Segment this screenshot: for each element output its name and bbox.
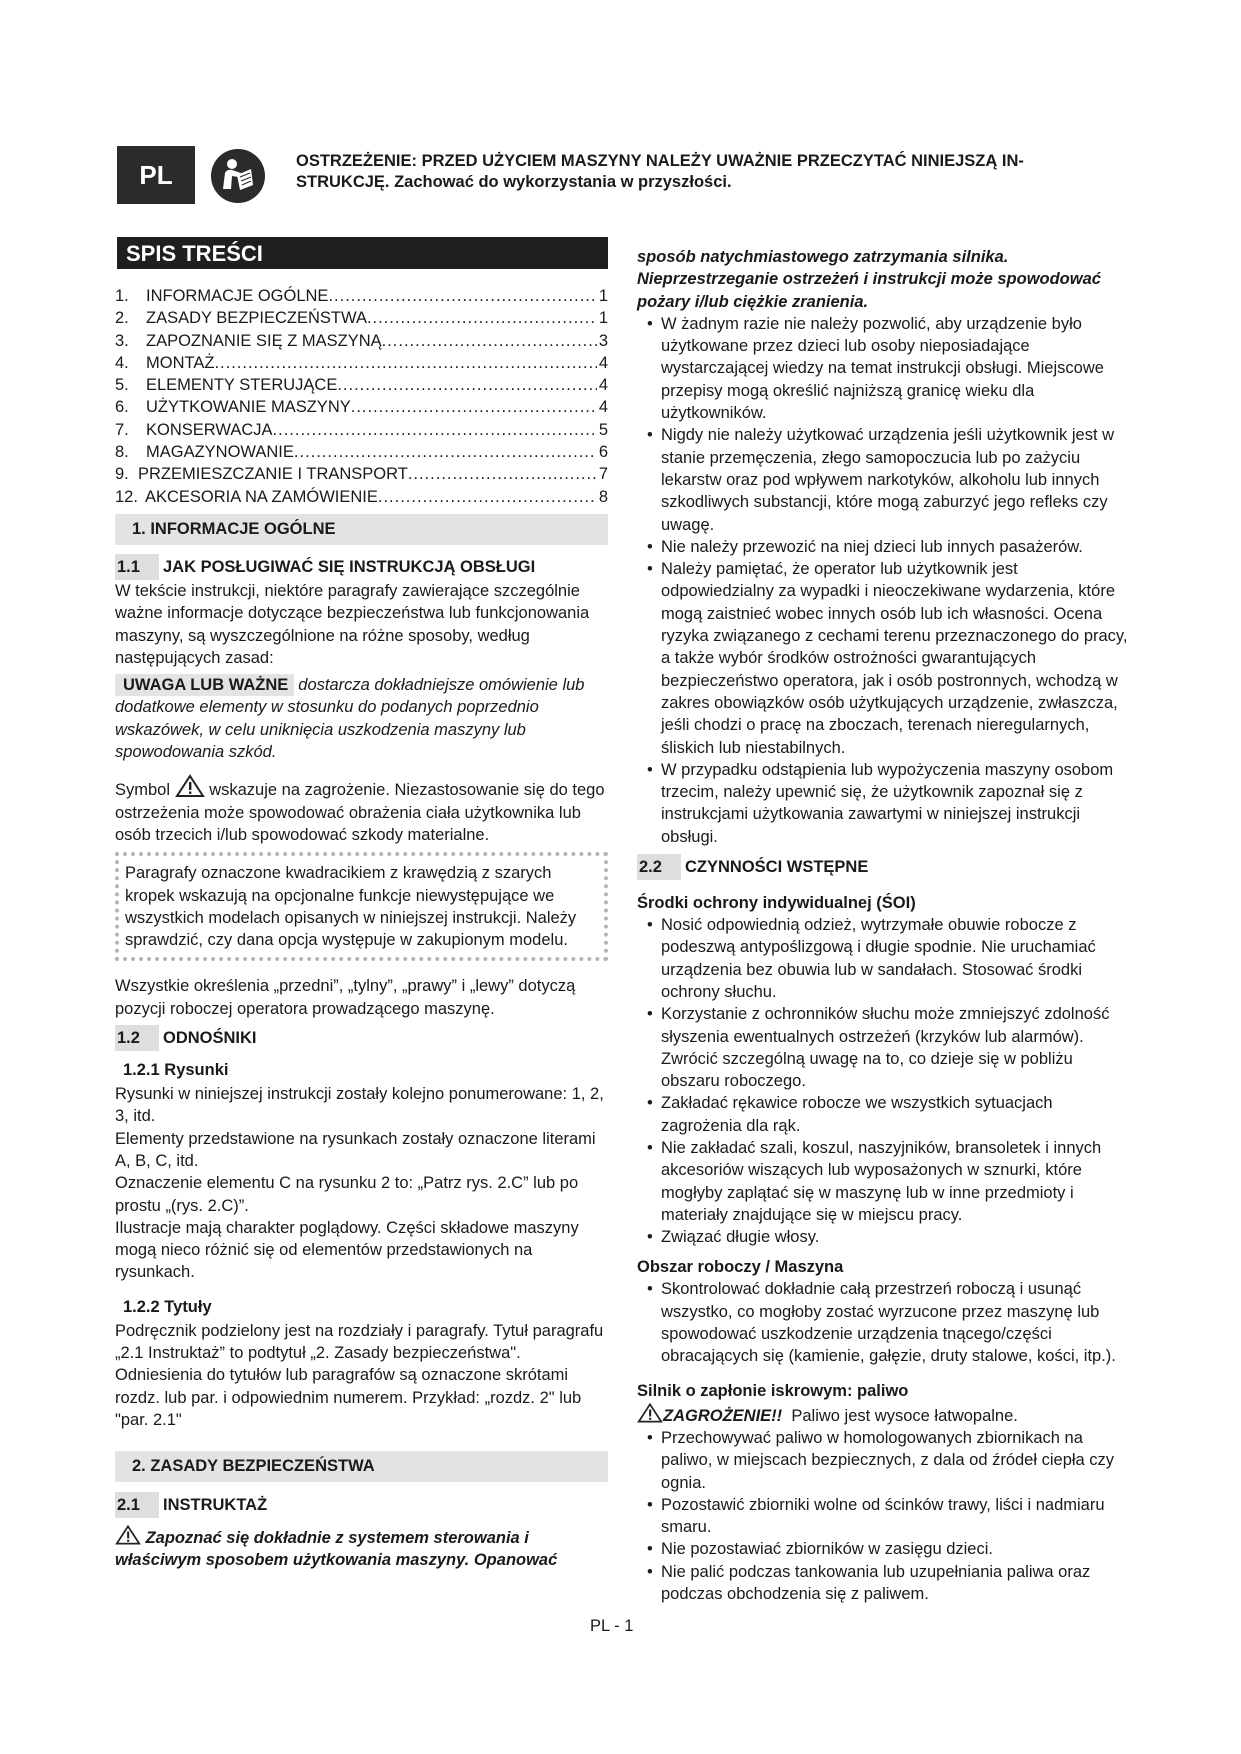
section-2-2-heading xyxy=(637,854,1129,880)
section-title: JAK POSŁUGIWAĆ SIĘ INSTRUKCJĄ OBSŁUGI xyxy=(163,557,536,576)
right-column xyxy=(637,246,1129,1605)
toc-leader xyxy=(408,463,597,485)
toc-leader xyxy=(214,352,596,374)
toc-label: ZASADY BEZPIECZEŃSTWA xyxy=(146,309,367,328)
list-item: • Należy pamiętać, że operator lub użytkownik jest odpowiedzialny za wypadki i nieoczekiwane wydarzenia, które mogą zaistnieć wobec innych osób lub ich własności. Ocena ryzyka związanego z cechami terenu przeznaczonego do pracy, a także wybór środków ostrożności gwarantujących bezpieczeństwo operatora, jak i osób postronnych, wchodzą w zakres obowiązków osób użytkujących urządzenie, zwłaszcza, jeśli chodzi o pracę na zboczach, terenach nieregularnych, śliskich lub niestabilnych. xyxy=(637,558,1129,759)
toc-leader xyxy=(294,441,597,463)
section-title: CZYNNOŚCI WSTĘPNE xyxy=(685,858,869,877)
paragraph: Oznaczenie elementu C na rysunku 2 to: „Patrz rys. 2.C” lub po prostu „(rys. 2.C)”. xyxy=(115,1174,579,1215)
bullet-list xyxy=(637,1427,1129,1605)
toc-number: 7. xyxy=(115,420,129,439)
section-number: 1.2 xyxy=(115,1025,159,1051)
toc-leader xyxy=(328,285,596,307)
section-1-heading: 1. INFORMACJE OGÓLNE xyxy=(115,514,608,545)
danger-label: ZAGROŻENIE!! xyxy=(663,1406,783,1425)
toc-row xyxy=(115,441,608,463)
toc-page: 4 xyxy=(598,376,608,395)
bullet-list xyxy=(637,313,1129,848)
danger-line xyxy=(637,1402,1129,1427)
list-item: • W przypadku odstąpienia lub wypożyczenia maszyny osobom trzecim, należy upewnić się, że użytkownik zapoznał się z instrukcjami użytkowania zawartymi w niniejszej instrukcji obsługi. xyxy=(637,759,1129,848)
toc-title: SPIS TREŚCI xyxy=(117,237,608,269)
list-item: • Nosić odpowiednią odzież, wytrzymałe obuwie robocze z podeszwą antypoślizgową i długie spodnie. Nie uruchamiać urządzenia bez obuwia lub w sandałach. Stosować środki ochrony słuchu. xyxy=(637,914,1129,1003)
toc-row xyxy=(115,396,608,418)
warning-triangle-icon xyxy=(175,774,205,798)
section-2-heading: 2. ZASADY BEZPIECZEŃSTWA xyxy=(115,1451,608,1482)
header-warning: OSTRZEŻENIE: PRZED UŻYCIEM MASZYNY NALEŻY UWAŻNIE PRZECZYTAĆ NINIEJSZĄ IN-STRUKCJĘ. Zachować do wykorzystania w przyszłości. xyxy=(296,152,1024,191)
toc-page: 1 xyxy=(598,287,608,305)
uwaga-label: UWAGA LUB WAŻNE xyxy=(115,674,294,696)
toc-leader xyxy=(273,419,597,441)
toc-row xyxy=(115,285,608,307)
toc-label: UŻYTKOWANIE MASZYNY xyxy=(146,398,351,417)
toc-page: 3 xyxy=(598,331,608,350)
section-number: 1.1 xyxy=(115,554,159,580)
section-number: 2.2 xyxy=(637,854,681,880)
toc-label: ELEMENTY STERUJĄCE xyxy=(146,376,338,395)
toc-number: 9. xyxy=(115,465,129,484)
engine-fuel-heading: Silnik o zapłonie iskrowym: paliwo xyxy=(637,1381,909,1400)
toc-label: KONSERWACJA xyxy=(146,420,273,439)
toc-label: ZAPOZNANIE SIĘ Z MASZYNĄ xyxy=(146,331,382,350)
section-title: INSTRUKTAŻ xyxy=(163,1496,268,1515)
optional-feature-text: Paragrafy oznaczone kwadracikiem z krawędzią z szarych kropek wskazują na opcjonalne funkcje niewystępujące we wszystkich modelach opisanych w niniejszej instrukcji. Należy sprawdzić, czy dana opcja występuje w zakupionym modelu. xyxy=(125,864,577,950)
toc-row xyxy=(115,374,608,396)
danger-text: Paliwo jest wysoce łatwopalne. xyxy=(791,1406,1018,1425)
toc-leader xyxy=(337,374,596,396)
toc-row xyxy=(115,330,608,352)
toc-page: 1 xyxy=(598,309,608,328)
soi-heading: Środki ochrony indywidualnej (ŚOI) xyxy=(637,894,916,913)
toc-label: MAGAZYNOWANIE xyxy=(146,443,294,462)
toc-leader xyxy=(367,307,597,329)
language-badge: PL xyxy=(117,146,195,204)
work-area-heading: Obszar roboczy / Maszyna xyxy=(637,1258,844,1277)
toc-number: 2. xyxy=(115,309,129,328)
toc-row xyxy=(115,463,608,485)
warning-triangle-icon xyxy=(637,1402,663,1424)
list-item: • Nigdy nie należy użytkować urządzenia jeśli użytkownik jest w stanie przemęczenia, złego samopoczucia lub po zażyciu lekarstw oraz pod wpływem narkotyków, alkoholu lub innych szkodliwych substancji, które mogą zaburzyć jego refleks czy uwagę. xyxy=(637,424,1129,535)
paragraph: Ilustracje mają charakter poglądowy. Części składowe maszyny mogą nieco różnić się od elementów przedstawionych na rysunkach. xyxy=(115,1218,579,1282)
toc-leader xyxy=(351,396,597,418)
toc-label: AKCESORIA NA ZAMÓWIENIE xyxy=(145,487,378,506)
list-item: • Związać długie włosy. xyxy=(637,1226,1129,1248)
section-1-2-1-heading: 1.2.1 Rysunki xyxy=(123,1061,229,1080)
page-number: PL - 1 xyxy=(590,1617,634,1635)
toc-number: 12. xyxy=(115,487,138,506)
list-item: • W żadnym razie nie należy pozwolić, aby urządzenie było użytkowane przez dzieci lub osoby nieposiadające wystarczającej wiedzy na temat instrukcji obsługi. Miejscowe przepisy mogą określić najniższą granicę wieku dla użytkowników. xyxy=(637,313,1129,424)
directions-paragraph: Wszystkie określenia „przedni”, „tylny”, „prawy” i „lewy” dotyczą pozycji roboczej operatora prowadzącego maszynę. xyxy=(115,977,576,1018)
toc-number: 5. xyxy=(115,376,129,395)
bullet-list xyxy=(637,1278,1129,1367)
toc-label: INFORMACJE OGÓLNE xyxy=(146,287,329,305)
toc-number: 1. xyxy=(115,287,129,305)
toc-page: 4 xyxy=(598,398,608,417)
paragraph: Rysunki w niniejszej instrukcji zostały kolejno ponumerowane: 1, 2, 3, itd. xyxy=(115,1085,604,1126)
continued-warning: sposób natychmiastowego zatrzymania silnika. Nieprzestrzeganie ostrzeżeń i instrukcji może spowodować pożary i/lub ciężkie zranienia. xyxy=(637,248,1101,311)
toc-page: 8 xyxy=(598,487,608,506)
toc-page: 7 xyxy=(598,465,608,484)
list-item: • Nie zakładać szali, koszul, naszyjników, bransoletek i innych akcesoriów wiszących lub wyposażonych w sznurki, które mogłyby zaplątać się w maszynę lub w inne przedmioty i materiały znajdujące się w miejscu pracy. xyxy=(637,1137,1129,1226)
paragraph: Elementy przedstawione na rysunkach zostały oznaczone literami A, B, C, itd. xyxy=(115,1129,596,1170)
list-item: • Przechowywać paliwo w homologowanych zbiornikach na paliwo, w miejscach bezpiecznych, z dala od źródeł ciepła czy ognia. xyxy=(637,1427,1129,1494)
toc-page: 5 xyxy=(598,420,608,439)
list-item: • Nie należy przewozić na niej dzieci lub innych pasażerów. xyxy=(637,536,1129,558)
toc-row xyxy=(115,486,608,508)
section-1-2-2-heading: 1.2.2 Tytuły xyxy=(123,1297,212,1316)
left-column xyxy=(115,237,608,1572)
paragraph: Podręcznik podzielony jest na rozdziały i paragrafy. Tytuł paragrafu „2.1 Instruktaż” to podtytuł „2. Zasady bezpieczeństwa". Odniesienia do tytułów lub paragrafów są oznaczone skrótami rozdz. lub par. i odpowiednim numerem. Przykład: „rozdz. 2" lub "par. 2.1" xyxy=(115,1321,604,1429)
list-item: • Nie palić podczas tankowania lub uzupełniania paliwa oraz podczas obchodzenia się z paliwem. xyxy=(637,1561,1129,1606)
toc-page: 6 xyxy=(598,443,608,462)
list-item: • Korzystanie z ochronników słuchu może zmniejszyć zdolność słyszenia ewentualnych ostrzeżeń (krzyków lub alarmów). Zwrócić szczególną uwagę na to, co dzieje się w pobliżu obszaru roboczego. xyxy=(637,1003,1129,1092)
section-1-1-heading xyxy=(115,554,608,580)
list-item: • Nie pozostawiać zbiorników w zasięgu dzieci. xyxy=(637,1538,1129,1560)
section-number: 2.1 xyxy=(115,1492,159,1518)
toc-label: PRZEMIESZCZANIE I TRANSPORT xyxy=(138,465,408,484)
toc-row xyxy=(115,352,608,374)
symbol-pre: Symbol xyxy=(115,781,171,800)
read-manual-icon xyxy=(211,149,265,203)
warning-text: Zapoznać się dokładnie z systemem sterowania i właściwym sposobem użytkowania maszyny. Opanować xyxy=(115,1529,558,1570)
paragraph: W tekście instrukcji, niektóre paragrafy zawierające szczególnie ważne informacje dotyczące bezpieczeństwa lub funkcjonowania maszyny, są wyszczególnione na różne sposoby, według następujących zasad: xyxy=(115,581,590,667)
symbol-paragraph xyxy=(115,774,608,846)
instruction-warning xyxy=(115,1524,608,1572)
list-item: • Skontrolować dokładnie całą przestrzeń roboczą i usunąć wszystko, co mogłoby zostać wyrzucone przez maszynę lub spowodować uszkodzenie urządzenia tnącego/części obracających się (kamienie, gałęzie, druty stalowe, kości, itp.). xyxy=(637,1278,1129,1367)
optional-feature-box xyxy=(115,852,608,961)
toc-number: 8. xyxy=(115,443,129,462)
table-of-contents xyxy=(115,285,608,508)
section-title: ODNOŚNIKI xyxy=(163,1029,257,1048)
uwaga-text: dostarcza dokładniejsze omówienie lub dodatkowe elementy w stosunku do podanych poprzednio wskazówek, w celu uniknięcia uszkodzenia maszyny lub spowodowania szkód. xyxy=(115,676,585,762)
section-1-2-heading xyxy=(115,1025,608,1051)
toc-leader xyxy=(382,330,597,352)
toc-number: 6. xyxy=(115,398,129,417)
uwaga-paragraph xyxy=(115,674,608,763)
bullet-list xyxy=(637,914,1129,1248)
symbol-text: wskazuje na zagrożenie. Niezastosowanie się do tego ostrzeżenia może spowodować obrażenia ciała użytkownika lub osób trzecich i/lub spowodować szkody materialne. xyxy=(115,781,605,844)
list-item: • Pozostawić zbiorniki wolne od ścinków trawy, liści i nadmiaru smaru. xyxy=(637,1494,1129,1539)
toc-row xyxy=(115,419,608,441)
section-2-1-heading xyxy=(115,1492,608,1518)
list-item: • Zakładać rękawice robocze we wszystkich sytuacjach zagrożenia dla rąk. xyxy=(637,1092,1129,1137)
toc-row xyxy=(115,307,608,329)
toc-number: 4. xyxy=(115,353,129,372)
toc-number: 3. xyxy=(115,331,129,350)
toc-page: 4 xyxy=(598,353,608,372)
toc-leader xyxy=(378,486,597,508)
toc-label: MONTAŻ xyxy=(146,353,215,372)
warning-triangle-icon xyxy=(115,1524,141,1546)
